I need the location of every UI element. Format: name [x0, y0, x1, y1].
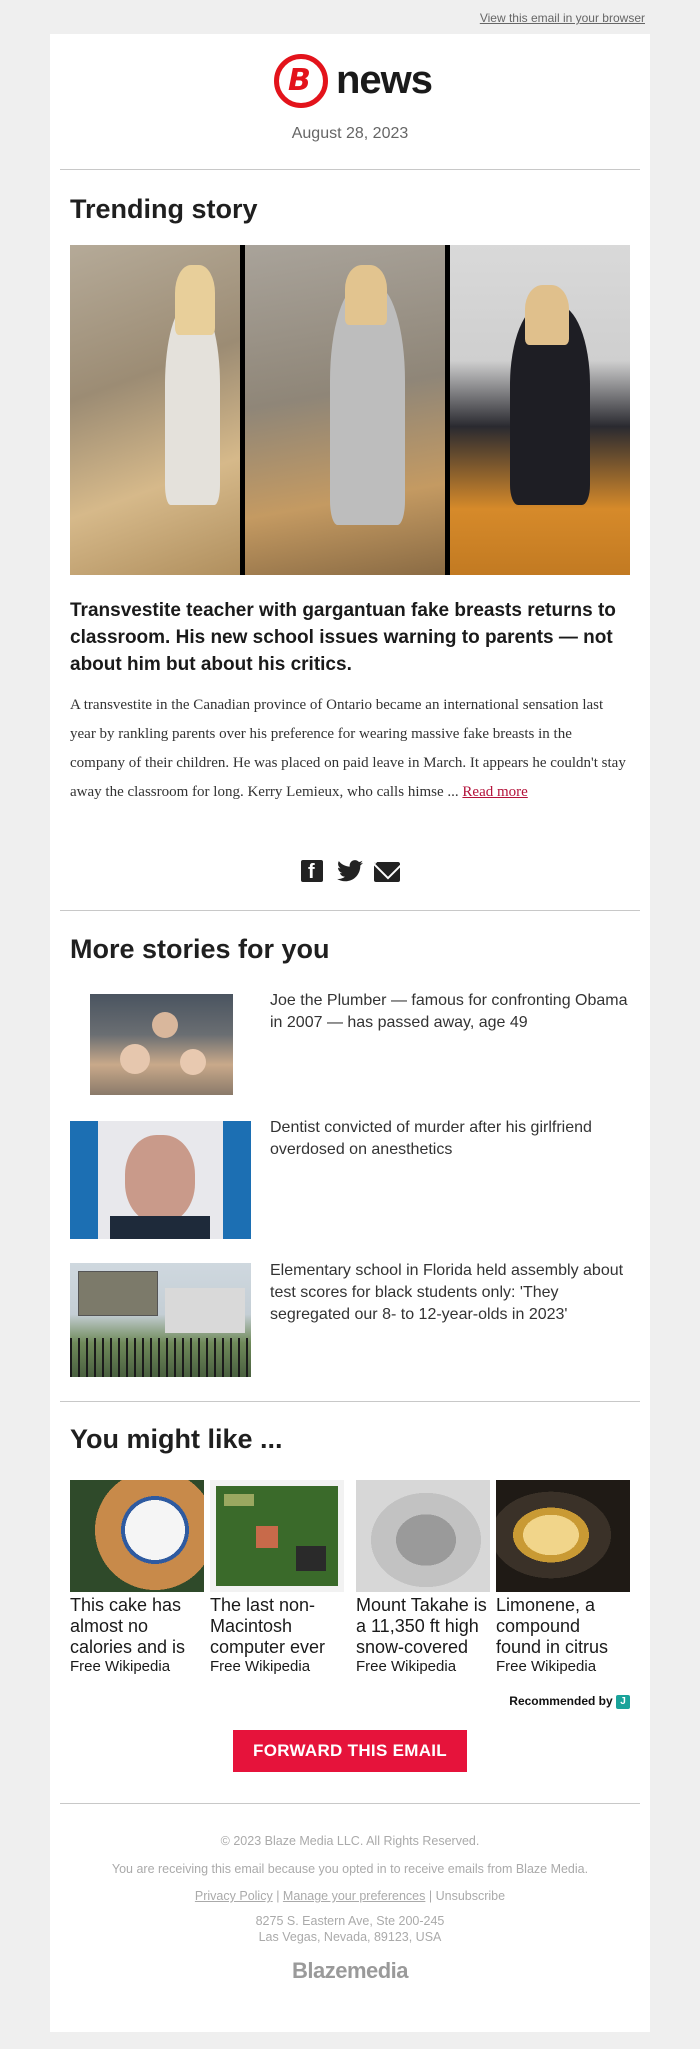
manage-preferences-link[interactable]: Manage your preferences: [282, 1889, 426, 1903]
blaze-logo-icon: [274, 54, 328, 108]
read-more-link[interactable]: Read more: [462, 784, 528, 800]
unsubscribe-link[interactable]: Unsubscribe: [435, 1889, 506, 1903]
news-logo[interactable]: [274, 54, 434, 110]
recommended-title[interactable]: Limonene, a compound found in citrus: [496, 1595, 609, 1657]
view-in-browser-link[interactable]: View this email in your browser: [479, 11, 645, 25]
story-title[interactable]: Dentist convicted of murder after his girlfriend overdosed on anesthetics: [270, 1119, 592, 1158]
recommended-source: Free Wikipedia: [210, 1658, 311, 1675]
address-line-1: 8275 S. Eastern Ave, Ste 200-245: [255, 1914, 445, 1928]
you-might-like-title: You might like ...: [70, 1424, 283, 1454]
recommended-card[interactable]: [210, 1480, 344, 1676]
link-separator: |: [276, 1889, 280, 1903]
trending-section-title: Trending story: [70, 194, 258, 224]
trending-headline[interactable]: Transvestite teacher with gargantuan fake breasts returns to classroom. His new school issues warning to parents — not about him but about his critics.: [70, 600, 616, 675]
recommended-by-label: Recommended by: [509, 1694, 613, 1708]
twitter-icon[interactable]: [337, 860, 363, 884]
copyright-text: © 2023 Blaze Media LLC. All Rights Reserved.: [220, 1834, 480, 1848]
recommended-card[interactable]: [356, 1480, 490, 1676]
recommended-image[interactable]: [210, 1480, 344, 1592]
footer-links: [50, 1889, 650, 1903]
recommended-image[interactable]: [496, 1480, 630, 1592]
hero-panel-3: [450, 245, 630, 575]
story-thumbnail[interactable]: [90, 994, 233, 1095]
opt-in-notice: You are receiving this email because you opted in to receive emails from Blaze Media.: [111, 1862, 589, 1876]
recommended-image[interactable]: [70, 1480, 204, 1592]
divider: [60, 1401, 640, 1402]
trending-excerpt: [70, 691, 630, 807]
recommended-card[interactable]: [496, 1480, 630, 1676]
hero-figure-hair: [525, 285, 569, 345]
hero-figure-hair: [175, 265, 215, 335]
issue-date: August 28, 2023: [291, 125, 409, 142]
recommended-source: Free Wikipedia: [496, 1658, 597, 1675]
recommended-title[interactable]: This cake has almost no calories and is: [70, 1595, 186, 1657]
recommended-title[interactable]: The last non-Macintosh computer ever: [210, 1595, 326, 1657]
email-share-icon[interactable]: [374, 862, 400, 882]
link-separator: |: [428, 1889, 433, 1903]
hero-panel-2: [245, 245, 445, 575]
divider: [60, 169, 640, 170]
logo-wordmark: news: [336, 58, 433, 102]
divider: [60, 1803, 640, 1804]
forward-email-button[interactable]: FORWARD THIS EMAIL: [233, 1730, 467, 1772]
privacy-policy-link[interactable]: Privacy Policy: [194, 1889, 273, 1903]
address-line-2: Las Vegas, Nevada, 89123, USA: [258, 1930, 442, 1944]
recommended-card[interactable]: [70, 1480, 204, 1676]
story-thumbnail[interactable]: [70, 1263, 251, 1377]
more-stories-title: More stories for you: [70, 934, 330, 964]
story-title[interactable]: Elementary school in Florida held assembly about test scores for black students only: 'They segregated our 8- to 12-year-olds in 2023': [270, 1262, 624, 1323]
hero-figure-hair: [345, 265, 387, 325]
trending-story-image[interactable]: [70, 245, 630, 575]
hero-panel-1: [70, 245, 240, 575]
story-thumbnail[interactable]: [70, 1121, 251, 1239]
trending-excerpt-text: A transvestite in the Canadian province of Ontario became an international sensation last year by rankling parents over his preference for wearing massive fake breasts in the company of their children. He was placed on paid leave in March. It appears he couldn't stay away the classroom for long. Kerry Lemieux, who calls himse ...: [70, 697, 626, 800]
recommended-title[interactable]: Mount Takahe is a 11,350 ft high snow-covered: [356, 1595, 487, 1657]
email-body: [50, 34, 650, 2032]
blaze-media-logo[interactable]: Blazemedia: [291, 1958, 409, 1983]
recommended-image[interactable]: [356, 1480, 490, 1592]
story-title[interactable]: Joe the Plumber — famous for confronting Obama in 2007 — has passed away, age 49: [270, 992, 628, 1031]
recommended-source: Free Wikipedia: [356, 1658, 457, 1675]
recommended-source: Free Wikipedia: [70, 1658, 171, 1675]
logo-letter: B: [288, 63, 311, 98]
facebook-icon[interactable]: f: [301, 860, 323, 882]
divider: [60, 910, 640, 911]
recommender-logo-icon: J: [616, 1695, 630, 1709]
recommended-by[interactable]: [509, 1694, 630, 1709]
hero-figure: [165, 305, 220, 505]
